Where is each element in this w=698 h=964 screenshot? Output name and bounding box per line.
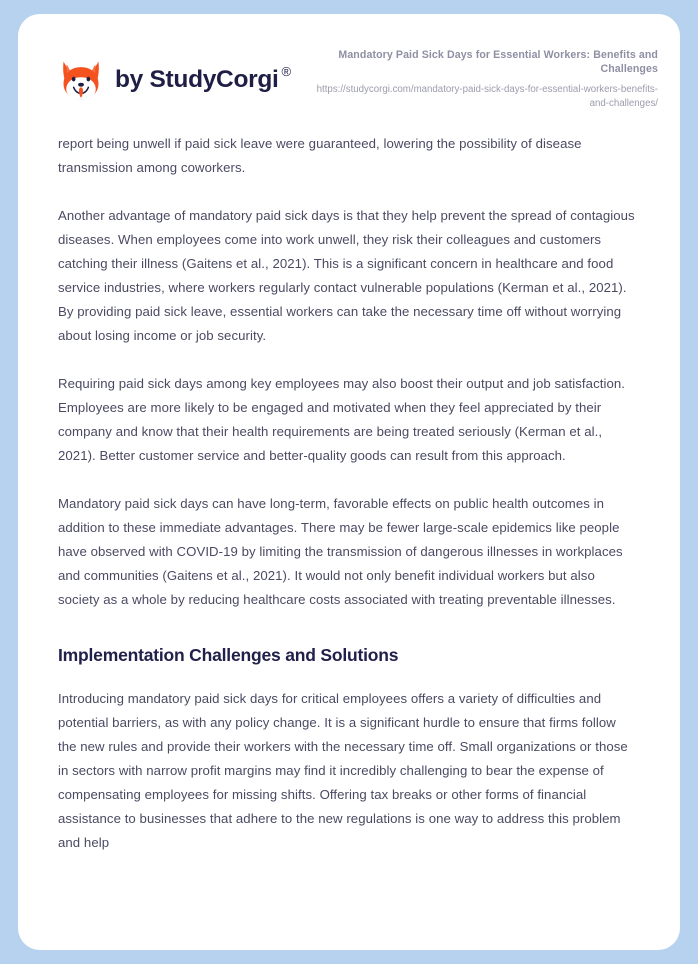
document-body (18, 132, 680, 855)
body-paragraph: report being unwell if paid sick leave were guaranteed, lowering the possibility of disease transmission among coworkers. (58, 136, 582, 176)
body-paragraph: Another advantage of mandatory paid sick days is that they help prevent the spread of contagious diseases. When employees come into work unwell, they risk their colleagues and customers catching their illness (Gaitens et al., 2021). This is a significant concern in healthcare and food service industries, where workers regularly contact vulnerable populations (Kerman et al., 2021). By providing paid sick leave, essential workers can take the necessary time off without worrying about losing income or job security. (58, 208, 635, 344)
body-paragraph: Introducing mandatory paid sick days for critical employees offers a variety of difficulties and potential barriers, as with any policy change. It is a significant hurdle to ensure that firms follow the new rules and provide their workers with the necessary time off. Small organizations or those in sectors with narrow profit margins may find it incredibly challenging to bear the expense of compensating employees for missing shifts. Offering tax breaks or other forms of financial assistance to businesses that adhere to the new regulations is one way to address this problem and help (58, 691, 628, 851)
document-page (18, 14, 680, 950)
brand-name (115, 66, 291, 94)
registered-trademark-icon: ® (281, 64, 291, 79)
document-source-url[interactable]: https://studycorgi.com/mandatory-paid-sick-days-for-essential-workers-benefits-and-challenges/ (316, 83, 658, 109)
body-paragraph: Mandatory paid sick days can have long-term, favorable effects on public health outcomes in addition to these immediate advantages. There may be fewer large-scale epidemics like people have observed with COVID-19 by limiting the transmission of dangerous illnesses in workplaces and communities (Gaitens et al., 2021). It would not only benefit individual workers but also society as a whole by reducing healthcare costs associated with treating preventable illnesses. (58, 496, 623, 608)
document-header (18, 14, 680, 132)
document-title: Mandatory Paid Sick Days for Essential Workers: Benefits and Challenges (338, 48, 658, 76)
brand-name-text: by StudyCorgi (115, 66, 279, 93)
section-heading: Implementation Challenges and Solutions (58, 645, 399, 666)
header-meta (306, 48, 658, 111)
corgi-logo-icon (58, 57, 104, 103)
body-paragraph: Requiring paid sick days among key employees may also boost their output and job satisfaction. Employees are more likely to be engaged and motivated when they feel appreciated by their company and know that their health requirements are being treated seriously (Kerman et al., 2021). Better customer service and better-quality goods can result from this approach. (58, 376, 625, 464)
brand-lockup (58, 57, 291, 103)
